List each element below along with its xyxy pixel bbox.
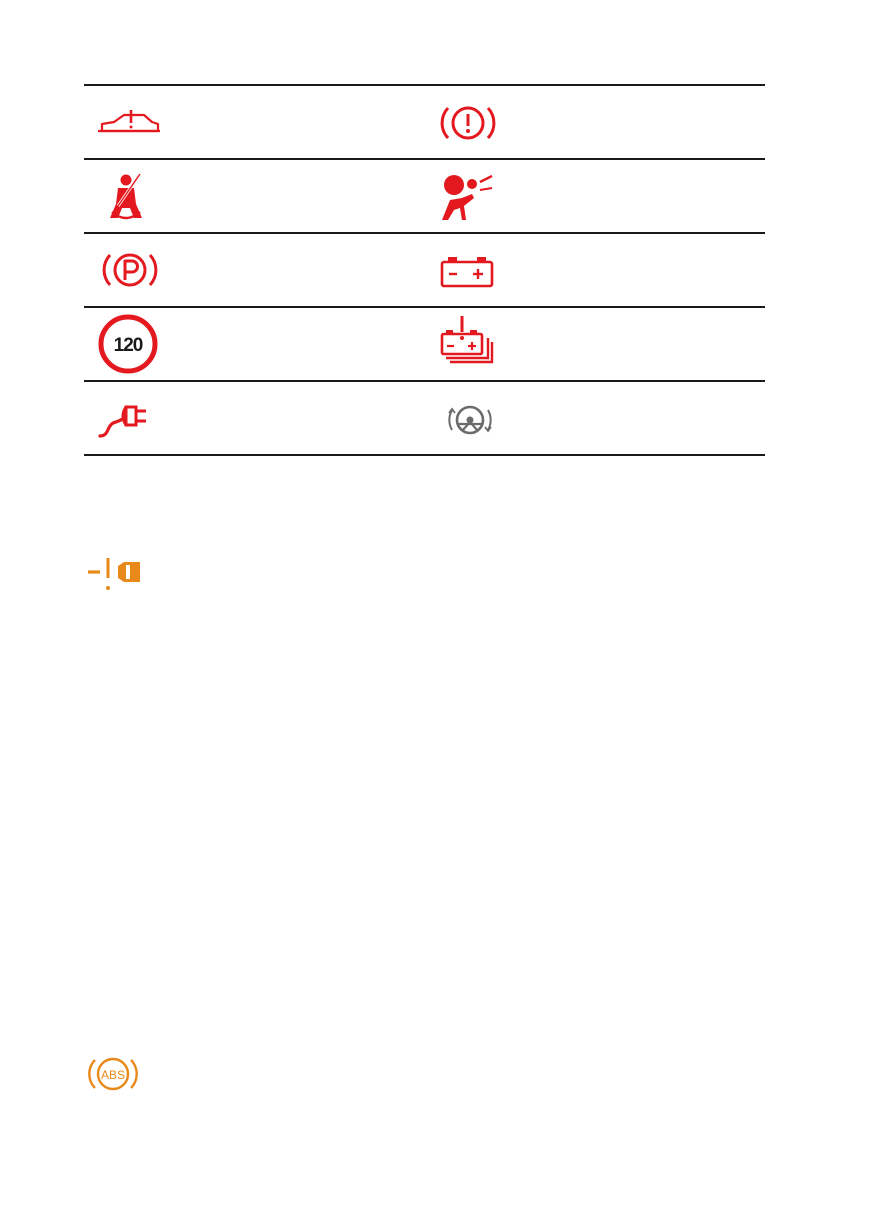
table-cell (84, 234, 424, 306)
table-cell (424, 382, 764, 454)
brake-system-warning-icon (440, 86, 504, 158)
table-cell (424, 234, 764, 306)
table-cell (424, 160, 764, 232)
charging-fault-indicator (84, 552, 146, 596)
door-open-warning-icon (96, 86, 160, 158)
table-cell (84, 160, 424, 232)
auxiliary-battery-warning-icon (440, 308, 504, 380)
airbag-warning-icon (440, 160, 504, 232)
table-row (84, 160, 765, 234)
battery-charge-warning-icon (440, 234, 504, 306)
abs-indicator (88, 1052, 140, 1096)
charging-system-fault-icon (84, 552, 146, 596)
abs-label: ABS (100, 1068, 126, 1082)
table-cell (424, 308, 764, 380)
power-steering-warning-icon (440, 382, 504, 454)
speed-limit-value: 120 (113, 335, 143, 356)
charging-cable-warning-icon (96, 382, 160, 454)
table-row (84, 234, 765, 308)
table-row (84, 382, 765, 456)
parking-brake-icon (96, 234, 160, 306)
table-cell (84, 86, 424, 158)
speed-limit-warning-icon (96, 308, 160, 380)
table-row (84, 308, 765, 382)
seatbelt-reminder-icon (96, 160, 160, 232)
abs-warning-icon (88, 1052, 140, 1096)
table-cell (84, 308, 424, 380)
table-cell (424, 86, 764, 158)
table-cell (84, 382, 424, 454)
table-row (84, 86, 765, 160)
warning-lights-table (84, 84, 765, 456)
